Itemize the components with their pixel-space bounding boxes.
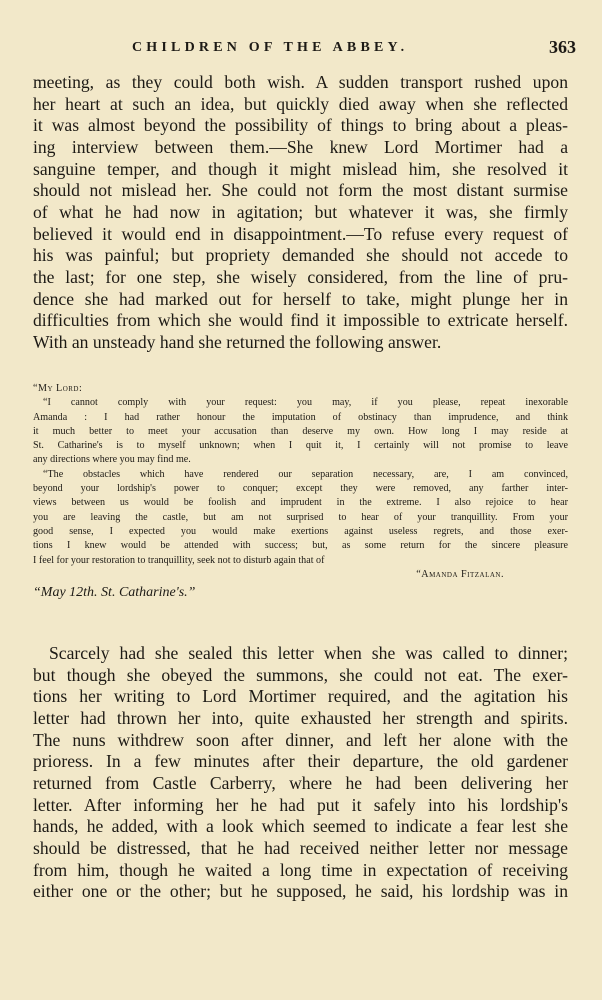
letter-line: it much better to meet your accusation than deserve my own. How long I may reside at bbox=[33, 425, 568, 437]
text-line: it was almost beyond the possibility of things to bring about a pleas- bbox=[33, 115, 568, 136]
text-line: his was painful; but propriety demanded she should not accede to bbox=[33, 245, 568, 266]
letter-line: I feel for your restoration to tranquillity, seek not to disturb again that of bbox=[33, 554, 325, 566]
page-number: 363 bbox=[549, 37, 576, 57]
letter-dateline: “May 12th. St. Catharine's.” bbox=[33, 585, 196, 601]
text-line: dence she had marked out for herself to take, might plunge her in bbox=[33, 288, 568, 309]
text-line: meeting, as they could both wish. A sudden transport rushed upon bbox=[33, 72, 568, 92]
letter-line: tions I knew would be attended with success; but, as some return for the sincere pleasure bbox=[33, 540, 568, 552]
text-line: believed it would end in disappointment.—To refuse every request of bbox=[33, 223, 568, 244]
text-line: letter had thrown her into, quite exhausted her strength and spirits. bbox=[33, 707, 568, 728]
text-line: difficulties from which she would find it impossible to extricate herself. bbox=[33, 310, 568, 331]
text-line: tions her writing to Lord Mortimer required, and the agitation his bbox=[33, 686, 568, 707]
letter-salutation: “My Lord: bbox=[33, 383, 83, 394]
letter-line: you are leaving the castle, but am not surprised to hear of your tranquillity. From your bbox=[33, 511, 568, 523]
text-line: Scarcely had she sealed this letter when she was called to dinner; bbox=[49, 643, 568, 663]
text-line: The nuns withdrew soon after dinner, and left her alone with the bbox=[33, 729, 568, 750]
letter-line: St. Catharine's is to myself unknown; when I quit it, I certainly will not promise to leave bbox=[33, 440, 568, 452]
text-line: sanguine temper, and though it might mislead him, she resolved it bbox=[33, 158, 568, 179]
paragraph-continuation bbox=[33, 72, 568, 354]
text-line: prioress. In a few minutes after their departure, the old gardener bbox=[33, 751, 568, 772]
letter-line: views between us would be foolish and imprudent in the extreme. I also rejoice to hear bbox=[33, 497, 568, 509]
letter-line: any directions where you may find me. bbox=[33, 454, 191, 466]
text-line: the last; for one step, she wisely considered, from the line of pru- bbox=[33, 266, 568, 287]
text-line: either one or the other; but he supposed, he said, his lordship was in bbox=[33, 881, 568, 902]
text-line: With an unsteady hand she returned the following answer. bbox=[33, 331, 442, 352]
quoted-letter bbox=[33, 382, 568, 603]
text-line: should be distressed, that he had received neither letter nor message bbox=[33, 837, 568, 858]
letter-line: beyond your lordship's power to conquer; except they were removed, any farther inter- bbox=[33, 483, 568, 495]
letter-line: Amanda : I had rather honour the imputation of obstinacy than imprudence, and think bbox=[33, 411, 568, 423]
letter-line: “I cannot comply with your request: you may, if you please, repeat inexorable bbox=[43, 397, 568, 409]
text-line: her heart at such an idea, but quickly died away when she reflected bbox=[33, 93, 568, 114]
text-line: hands, he added, with a look which seemed to indicate a fear lest she bbox=[33, 816, 568, 837]
text-line: ing interview between them.—She knew Lord Mortimer had a bbox=[33, 136, 568, 157]
text-line: should not mislead her. She could not form the most distant surmise bbox=[33, 180, 568, 201]
letter-signature: “Amanda Fitzalan. bbox=[416, 568, 504, 580]
text-line: returned from Castle Carberry, where he had been delivering her bbox=[33, 772, 568, 793]
letter-line: good sense, I expected you would make exertions against useless regrets, and those exer- bbox=[33, 525, 568, 537]
text-line: letter. After informing her he had put it safely into his lordship's bbox=[33, 794, 568, 815]
text-line: but though she obeyed the summons, she could not eat. The exer- bbox=[33, 664, 568, 685]
text-line: of what he had now in agitation; but whatever it was, she firmly bbox=[33, 201, 568, 222]
letter-line: “The obstacles which have rendered our separation necessary, are, I am convinced, bbox=[43, 468, 568, 480]
text-line: from him, though he waited a long time in expectation of receiving bbox=[33, 859, 568, 880]
paragraph-narrative bbox=[33, 643, 568, 903]
running-head: CHILDREN OF THE ABBEY. bbox=[132, 40, 409, 55]
